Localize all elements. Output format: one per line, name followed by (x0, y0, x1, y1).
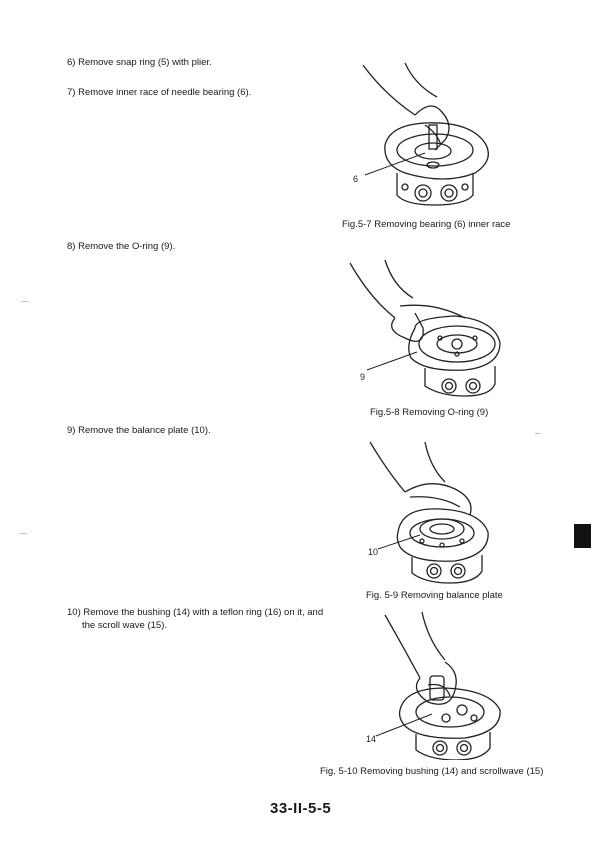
scan-speck: ⌒ (20, 302, 30, 313)
step-9-text: 9) Remove the balance plate (10). (67, 425, 211, 436)
motor-illustration (345, 55, 505, 215)
motor-illustration (345, 258, 505, 400)
scan-speck: – (535, 428, 541, 439)
step-6-text: 6) Remove snap ring (5) with plier. (67, 57, 212, 68)
callout-label: 6 (353, 174, 359, 184)
callout-label: 9 (360, 372, 366, 382)
figure-5-9 (350, 437, 500, 585)
scan-speck: ⌒ (18, 534, 28, 545)
caption-fig-5-9: Fig. 5-9 Removing balance plate (366, 590, 503, 601)
motor-illustration (350, 437, 500, 585)
step-8-text: 8) Remove the O-ring (9). (67, 241, 176, 252)
figure-5-7 (345, 55, 505, 215)
caption-fig-5-10: Fig. 5-10 Removing bushing (14) and scrollwave (15) (320, 766, 544, 777)
motor-illustration (350, 610, 510, 760)
step-10-text: 10) Remove the bushing (14) with a teflon ring (16) on it, and the scroll wave (15). (67, 607, 324, 631)
step-7-text: 7) Remove inner race of needle bearing (6). (67, 87, 252, 98)
caption-fig-5-8: Fig.5-8 Removing O-ring (9) (370, 407, 489, 418)
page-number: 33-II-5-5 (270, 800, 332, 817)
callout-label: 10 (368, 547, 379, 557)
figure-5-8 (345, 258, 505, 400)
section-tab-marker (574, 524, 591, 548)
callout-label: 14 (366, 734, 377, 744)
caption-fig-5-7: Fig.5-7 Removing bearing (6) inner race (342, 219, 511, 230)
figure-5-10 (350, 610, 510, 760)
